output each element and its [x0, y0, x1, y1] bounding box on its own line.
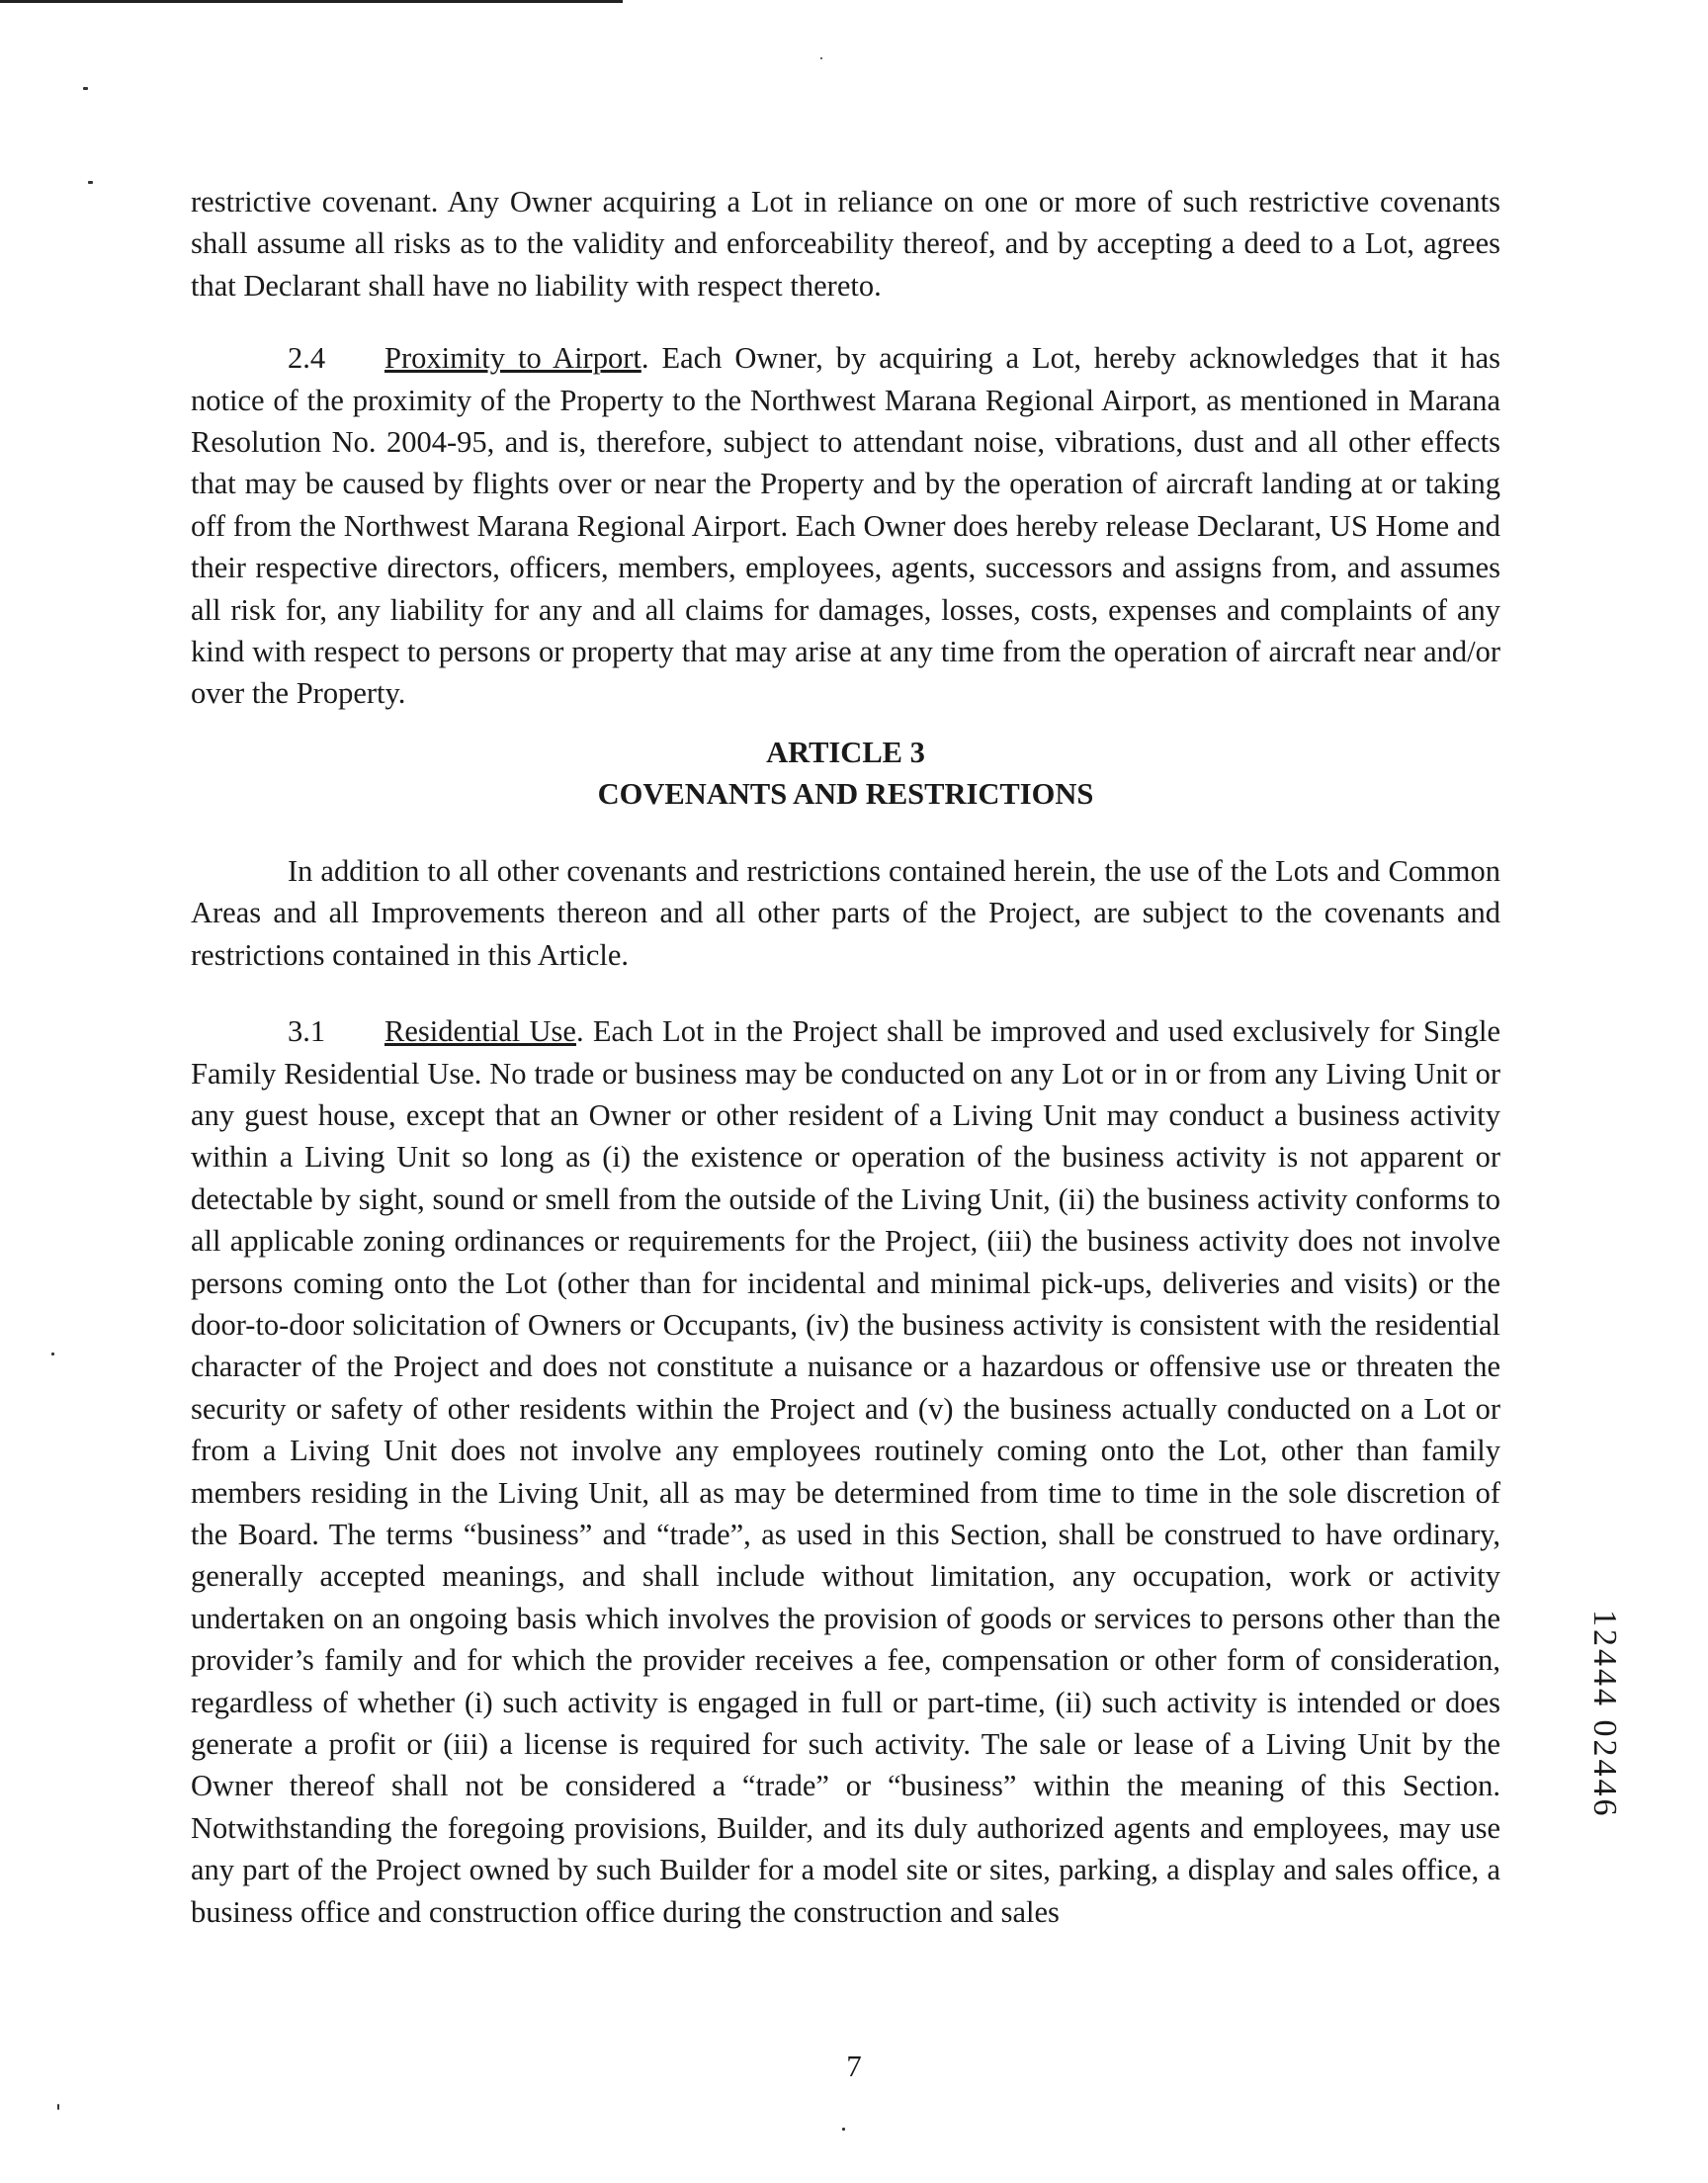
article-intro-paragraph: In addition to all other covenants and restrictions contained herein, the use of the Lots and Common Areas and all Improvements thereon and all other parts of the Project, are subject to the covenants and restrictions contained in this Article. [191, 853, 1500, 972]
article-label: ARTICLE 3 [766, 735, 925, 769]
recording-stamp [1586, 1610, 1653, 1867]
recording-stamp-text: 12444 02446 [1586, 1610, 1623, 1819]
page-number: 7 [846, 2049, 862, 2083]
section-text: . Each Owner, by acquiring a Lot, hereby acknowledges that it has notice of the proximity of the Property to the Northwest Marana Regional Airport, as mentioned in Marana Resolution No. 2004-95, and is, therefore, subject to attendant noise, vibrations, dust and all other effects that may be caused by flights over or near the Property and by the operation of aircraft landing at or taking off from the Northwest Marana Regional Airport. Each Owner does hereby release Declarant, US Home and their respective directors, officers, members, employees, agents, successors and assigns from, and assumes all risk for, any liability for any and all claims for damages, losses, costs, expenses and complaints of any kind with respect to persons or property that may arise at any time from the operation of aircraft near and/or over the Property. [191, 341, 1500, 711]
article-heading [191, 732, 1500, 815]
section-text: . Each Lot in the Project shall be improved and used exclusively for Single Family Residential Use. No trade or business may be conducted on any Lot or in or from any Living Unit or any guest house, except that an Owner or other resident of a Living Unit may conduct a business activity within a Living Unit so long as (i) the existence or operation of the business activity is not apparent or detectable by sight, sound or smell from the outside of the Living Unit, (ii) the business activity conforms to all applicable zoning ordinances or requirements for the Project, (iii) the business activity does not involve persons coming onto the Lot (other than for incidental and minimal pick-ups, deliveries and visits) or the door-to-door solicitation of Owners or Occupants, (iv) the business activity is consistent with the residential character of the Project and does not constitute a nuisance or a hazardous or offensive use or threaten the security or safety of other residents within the Project and (v) the business actually conducted on a Lot or from a Living Unit does not involve any employees routinely coming onto the Lot, other than family members residing in the Living Unit, all as may be determined from time to time in the sole discretion of the Board. The terms “business” and “trade”, as used in this Section, shall be construed to have ordinary, generally accepted meanings, and shall include without limitation, any occupation, work or activity undertaken on an ongoing basis which involves the provision of goods or services to persons other than the provider’s family and for which the provider receives a fee, compensation or other form of consideration, regardless of whether (i) such activity is engaged in full or part-time, (ii) such activity is intended or does generate a profit or (iii) a license is required for such activity. The sale or lease of a Living Unit by the Owner thereof shall not be considered a “trade” or “business” within the meaning of this Section. Notwithstanding the foregoing provisions, Builder, and its duly authorized agents and employees, may use any part of the Project owned by such Builder for a model site or sites, parking, a display and sales office, a business office and construction office during the construction and sales [191, 1014, 1500, 1929]
article-title: COVENANTS AND RESTRICTIONS [597, 776, 1094, 811]
section-number: 3.1 [288, 1014, 326, 1049]
top-edge-rule [0, 0, 623, 3]
scan-speck [51, 1353, 54, 1355]
scan-speck [88, 181, 93, 184]
section-title: Residential Use [384, 1014, 576, 1049]
section-3-1 [191, 1010, 1500, 1933]
scan-speck [820, 57, 822, 59]
section-2-4 [191, 337, 1500, 715]
intro-paragraph: restrictive covenant. Any Owner acquiring a Lot in reliance on one or more of such restrictive covenants shall assume all risks as to the validity and enforceability thereof, and by accepting a deed to a Lot, agrees that Declarant shall have no liability with respect thereto. [191, 185, 1500, 303]
scan-speck [57, 2104, 59, 2110]
document-body [191, 181, 1500, 1933]
section-title: Proximity to Airport [384, 341, 641, 376]
section-number: 2.4 [288, 341, 326, 376]
scan-speck [842, 2128, 845, 2131]
scan-speck [83, 87, 88, 90]
